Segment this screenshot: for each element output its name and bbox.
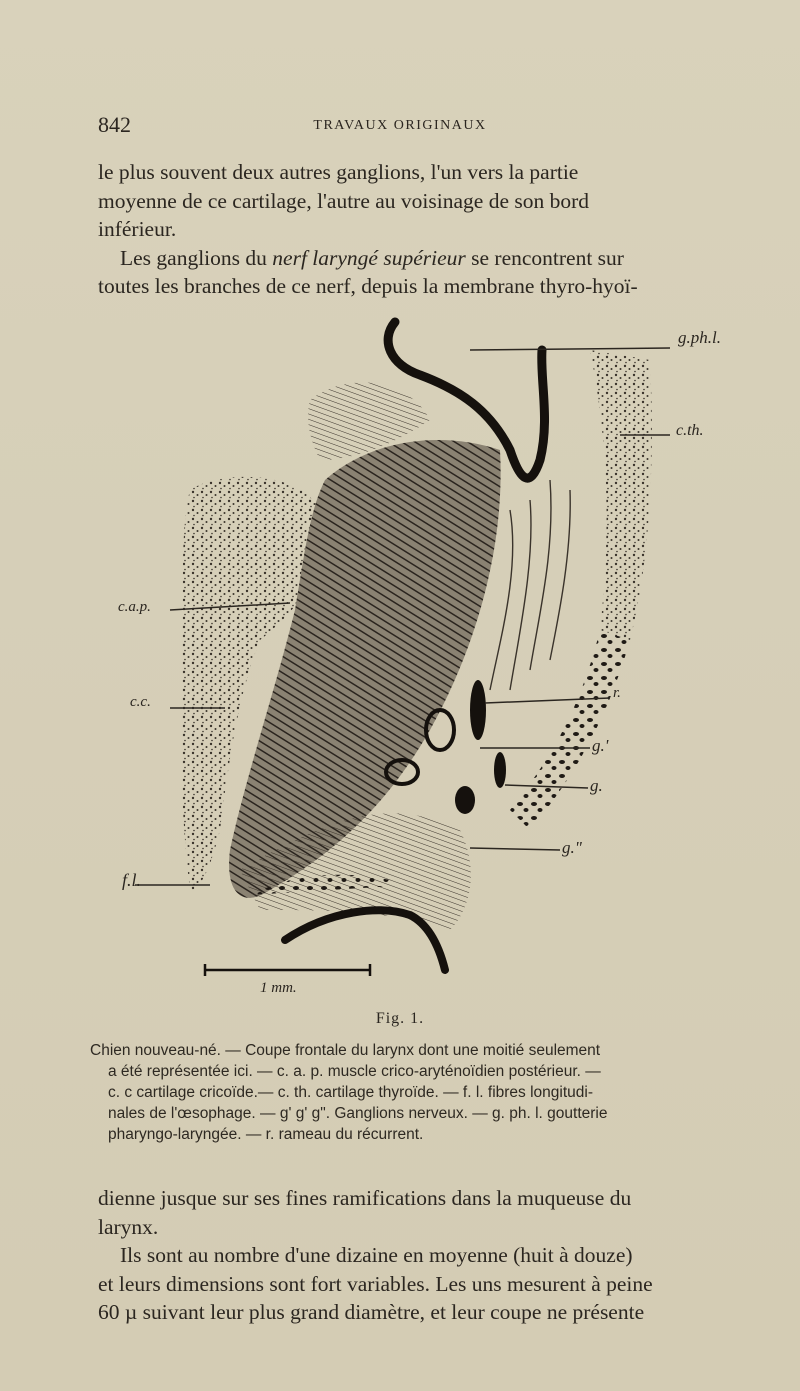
scale-label: 1 mm. [260,980,297,996]
oesophagus-wall [285,910,445,970]
text-line: toutes les branches de ce nerf, depuis la membrane thyro-hyoï- [98,274,638,298]
larynx-section-figure [110,310,721,1000]
caption-line: pharyngo-laryngée. — r. rameau du récurrent. [108,1126,424,1143]
leader-g2 [470,848,560,850]
label-fl: f.l. [122,870,142,890]
text-line: inférieur. [98,217,177,241]
page-number: 842 [98,112,131,137]
paragraph-top [98,158,762,301]
label-g-prime: g.' [592,736,609,755]
label-cap: c.a.p. [118,599,151,615]
label-cth: c.th. [676,422,704,439]
text-line: dienne jusque sur ses fines ramifications dans la muqueuse du [98,1186,632,1210]
text-line: Ils sont au nombre d'une dizaine en moyenne (huit à douze) [120,1243,633,1267]
ganglion [426,710,454,750]
loose-fibres [490,480,570,690]
running-head [0,112,800,142]
text-line: moyenne de ce cartilage, l'autre au voisinage de son bord [98,188,590,213]
leader-gphl [470,348,670,350]
label-g-double-prime: g." [562,838,582,857]
ganglion [494,752,506,788]
figure-number: Fig. 1. [375,1010,425,1027]
text-line: et leurs dimensions sont fort variables. Les uns mesurent à peine [98,1271,653,1296]
caption-line: a été représentée ici. — c. a. p. muscle crico-aryténoïdien postérieur. — [108,1063,601,1080]
histology-illustration [110,310,670,1000]
label-g: g. [590,776,603,795]
thyroid-cartilage-region [590,350,652,640]
text-line: le plus souvent deux autres ganglions, l'un vers la partie [98,160,579,184]
figure-caption [90,1040,755,1145]
paragraph-bottom [98,1184,762,1327]
text-line: larynx. [98,1214,159,1239]
text-line: Les ganglions du nerf laryngé supérieur se rencontrent sur [120,245,624,270]
caption-line: Chien nouveau-né. — Coupe frontale du larynx dont une moitié seulement [90,1042,601,1059]
label-gphl: g.ph.l. [678,328,721,347]
text-line: 60 µ suivant leur plus grand diamètre, et leur coupe ne présente [98,1300,645,1324]
caption-line: c. c cartilage cricoïde.— c. th. cartilage thyroïde. — f. l. fibres longitudi- [108,1084,594,1101]
mucosa-band [510,630,630,830]
ganglion [470,680,486,740]
running-title: TRAVAUX ORIGINAUX [313,118,487,133]
label-cc: c.c. [130,694,151,710]
ganglion [455,786,475,814]
caption-line: nales de l'œsophage. — g' g' g". Ganglions nerveux. — g. ph. l. goutterie [108,1105,608,1122]
label-r: r. [613,685,621,701]
